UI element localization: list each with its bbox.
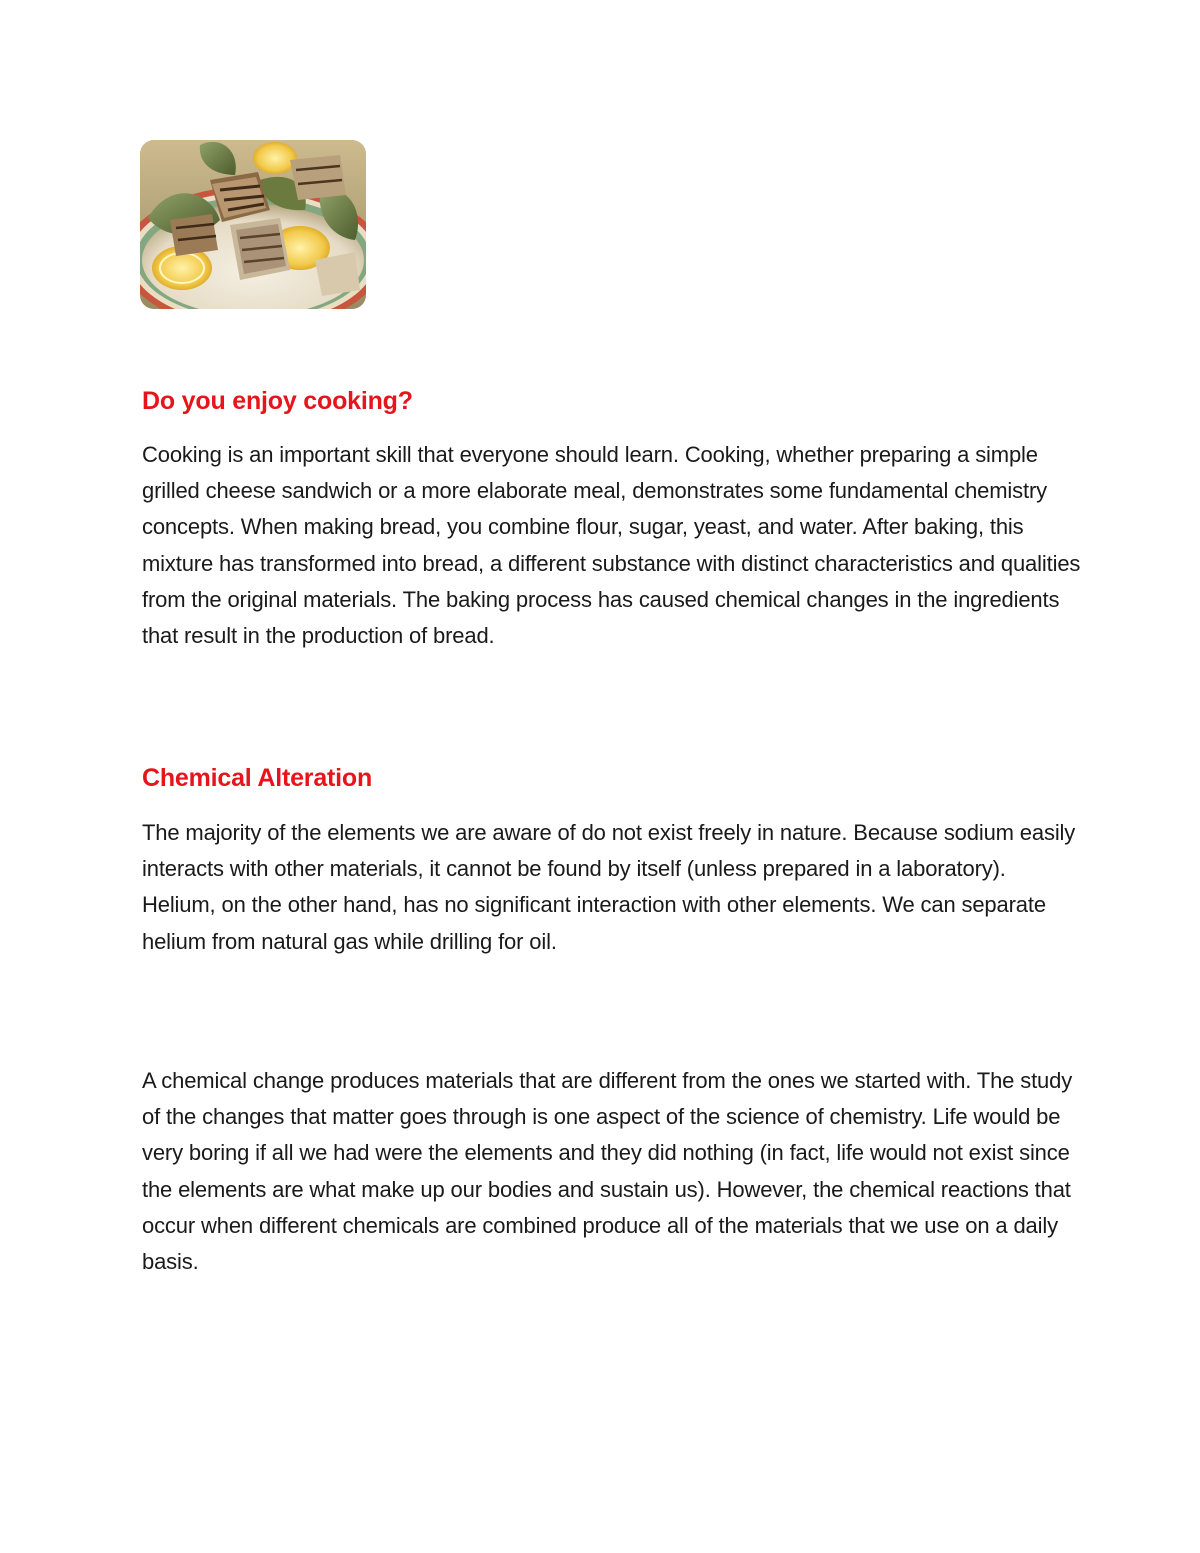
- section-heading-cooking: Do you enjoy cooking?: [142, 387, 413, 415]
- paragraph-cooking: Cooking is an important skill that everyone should learn. Cooking, whether preparing a simple grilled cheese sandwich or a more elaborate meal, demonstrates some fundamental chemistry concepts. When making bread, you combine flour, sugar, yeast, and water. After baking, this mixture has transformed into bread, a different substance with distinct characteristics and qualities from the original materials. The baking process has caused chemical changes in the ingredients that result in the production of bread.: [142, 442, 1081, 649]
- food-photo: [140, 140, 366, 309]
- paragraph-elements: The majority of the elements we are aware of do not exist freely in nature. Because sodium easily interacts with other materials, it cannot be found by itself (unless prepared in a laboratory). Helium, on the other hand, has no significant interaction with other elements. We can separate helium from natural gas while drilling for oil.: [142, 820, 1076, 954]
- paragraph-chemical-change: A chemical change produces materials that are different from the ones we started with. The study of the changes that matter goes through is one aspect of the science of chemistry. Life would be very boring if all we had were the elements and they did nothing (in fact, life would not exist since the elements are what make up our bodies and sustain us). However, the chemical reactions that occur when different chemicals are combined produce all of the materials that we use on a daily basis.: [142, 1068, 1073, 1275]
- section-heading-chemical-alteration: Chemical Alteration: [142, 764, 373, 792]
